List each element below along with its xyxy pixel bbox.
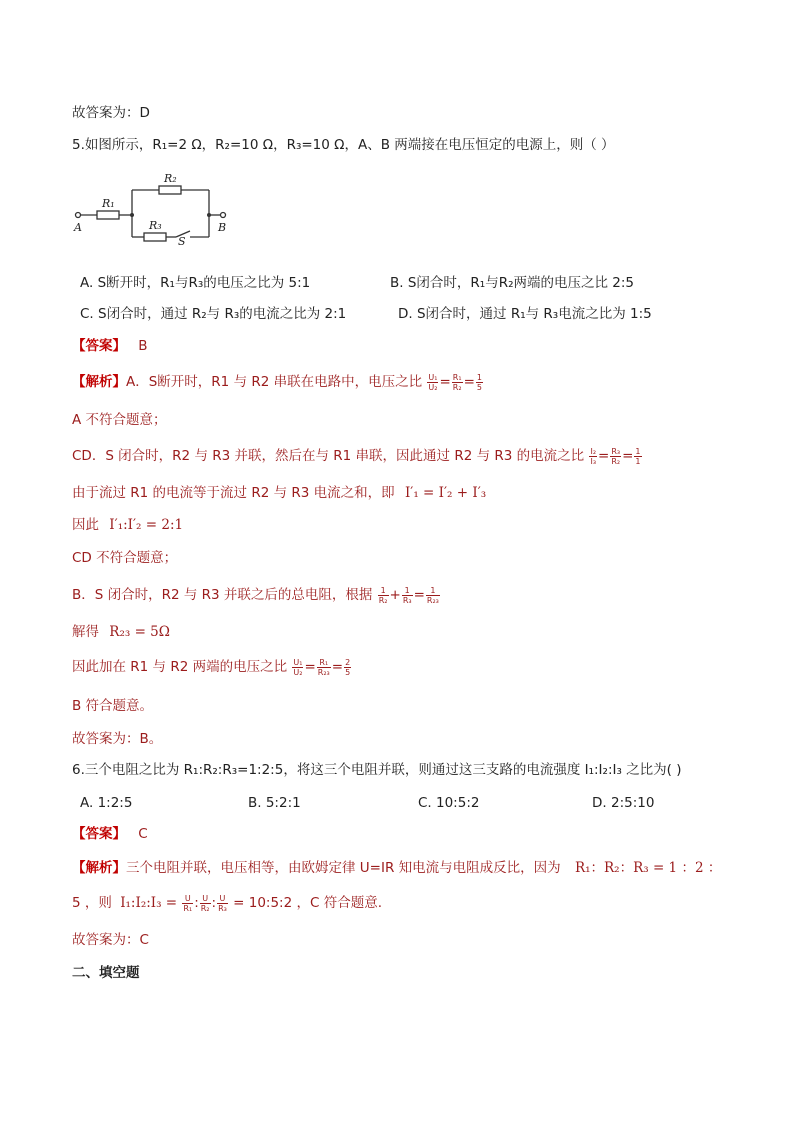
analysis-line-6: CD 不符合题意；	[72, 550, 178, 566]
q5-answer: B	[138, 338, 148, 354]
q5-option-a: A. S断开时，R₁与R₃的电压之比为 5:1	[80, 275, 311, 291]
label-r1: R₁	[102, 197, 115, 210]
fraction-r3-r2: $\frac{\text{R₃}}{\text{R₂}}$	[611, 446, 621, 466]
label-b: B	[218, 221, 227, 234]
q5-answer-line	[72, 336, 148, 356]
label-r2: R₂	[164, 172, 177, 185]
q6-option-b: B. 5:2:1	[248, 795, 301, 811]
fraction-u1-u2-b: $\frac{\text{U₁}}{\text{U₂}}$	[293, 657, 303, 677]
fraction-r1-r2: $\frac{\text{R₁}}{\text{R₂}}$	[452, 372, 462, 392]
fraction-1-r3: $\frac{1}{\text{R₃}}$	[402, 585, 412, 605]
analysis-line-4: 由于流过 R1 的电流等于流过 R2 与 R3 电流之和，即 I′₁ = I′₂ + I′₃	[72, 485, 487, 501]
q6-answer-line: 【答案】 C	[72, 826, 148, 842]
q6-option-d: D. 2:5:10	[592, 795, 655, 811]
analysis-line-3: CD．S 闭合时，R2 与 R3 并联，然后在与 R1 串联，因此通过 R2 与 R3 的电流之比 $\frac{\text{I₂}}{\text{I₃}}$ = $\frac{\text{R₃}}{\text{R₂}}$ = $\frac{1}{1}$	[72, 446, 641, 466]
analysis-line-2: A 不符合题意；	[72, 412, 167, 428]
fraction-u-r1: $\frac{U}{\text{R₁}}$	[183, 893, 193, 913]
q6-option-c: C. 10:5:2	[418, 795, 480, 811]
fraction-1-r2: $\frac{1}{\text{R₂}}$	[378, 585, 388, 605]
answer-tag: 【答案】	[72, 338, 126, 354]
fraction-1-r23: $\frac{1}{\text{R₂₃}}$	[426, 585, 439, 605]
analysis-line-7: B．S 闭合时，R2 与 R3 并联之后的总电阻，根据 $\frac{1}{\text{R₂}}$ + $\frac{1}{\text{R₃}}$ = $\frac{1}{\text{R₂₃}}$	[72, 585, 439, 605]
fraction-1-1: $\frac{1}{1}$	[635, 446, 641, 466]
circuit-diagram	[72, 165, 242, 245]
section-heading: 二、填空题	[72, 965, 140, 981]
fraction-1-5: $\frac{1}{5}$	[476, 372, 482, 392]
q6-answer: C	[138, 826, 148, 842]
label-s: S	[178, 235, 186, 245]
fraction-2-5: $\frac{2}{5}$	[345, 657, 351, 677]
analysis-line-1: 【解析】A．S断开时，R1 与 R2 串联在电路中，电压之比 $\frac{\text{U₁}}{\text{U₂}}$ = $\frac{\text{R₁}}{\text{R₂}}$ = $\frac{1}{5}$	[72, 372, 482, 392]
label-r3: R₃	[149, 219, 162, 232]
analysis-line-8: 解得 R₂₃ = 5Ω	[72, 624, 170, 640]
fraction-u-r2: $\frac{U}{\text{R₂}}$	[200, 893, 210, 913]
prev-answer: 故答案为：D	[72, 105, 150, 121]
q5-option-d: D. S闭合时，通过 R₁与 R₃电流之比为 1:5	[398, 306, 652, 322]
analysis-line-5: 因此 I′₁:I′₂ = 2:1	[72, 517, 184, 533]
q6-final-answer: 故答案为：C	[72, 932, 149, 948]
q5-option-b: B. S闭合时，R₁与R₂两端的电压之比 2:5	[390, 275, 635, 291]
q5-stem: 5.如图所示，R₁=2 Ω，R₂=10 Ω，R₃=10 Ω，A、B 两端接在电压恒定的电源上，则（ ）	[72, 137, 615, 153]
fraction-u-r3: $\frac{U}{\text{R₃}}$	[218, 893, 227, 913]
analysis-line-10: B 符合题意。	[72, 698, 154, 714]
q6-option-a: A. 1:2:5	[80, 795, 133, 811]
q6-analysis-line-2: 5 ，则 I₁:I₂:I₃ = $\frac{U}{\text{R₁}}$ : $\frac{U}{\text{R₂}}$ : $\frac{U}{\text{R₃}}$ = 10:5:2 ，C 符合题意.	[72, 893, 382, 913]
analysis-text-1: A．S断开时，R1 与 R2 串联在电路中，电压之比	[126, 374, 423, 390]
q5-option-c: C. S闭合时，通过 R₂与 R₃的电流之比为 2:1	[80, 306, 347, 322]
analysis-tag: 【解析】	[72, 374, 126, 390]
analysis-line-9: 因此加在 R1 与 R2 两端的电压之比 $\frac{\text{U₁}}{\text{U₂}}$ = $\frac{\text{R₁}}{\text{R₂₃}}$ = $\frac{2}{5}$	[72, 657, 351, 677]
q6-analysis-line-1: 【解析】三个电阻并联，电压相等，由欧姆定律 U=IR 知电流与电阻成反比，因为 R₁：R₂：R₃ = 1 ：2 ：	[72, 860, 722, 876]
label-a: A	[74, 221, 82, 234]
analysis-line-11: 故答案为：B。	[72, 731, 163, 747]
fraction-u1-u2: $\frac{\text{U₁}}{\text{U₂}}$	[428, 372, 438, 392]
q6-stem: 6.三个电阻之比为 R₁:R₂:R₃=1:2:5，将这三个电阻并联，则通过这三支路的电流强度 I₁:I₂:I₃ 之比为( )	[72, 762, 682, 778]
fraction-i2-i3: $\frac{\text{I₂}}{\text{I₃}}$	[590, 446, 597, 466]
fraction-r1-r23: $\frac{\text{R₁}}{\text{R₂₃}}$	[317, 657, 330, 677]
